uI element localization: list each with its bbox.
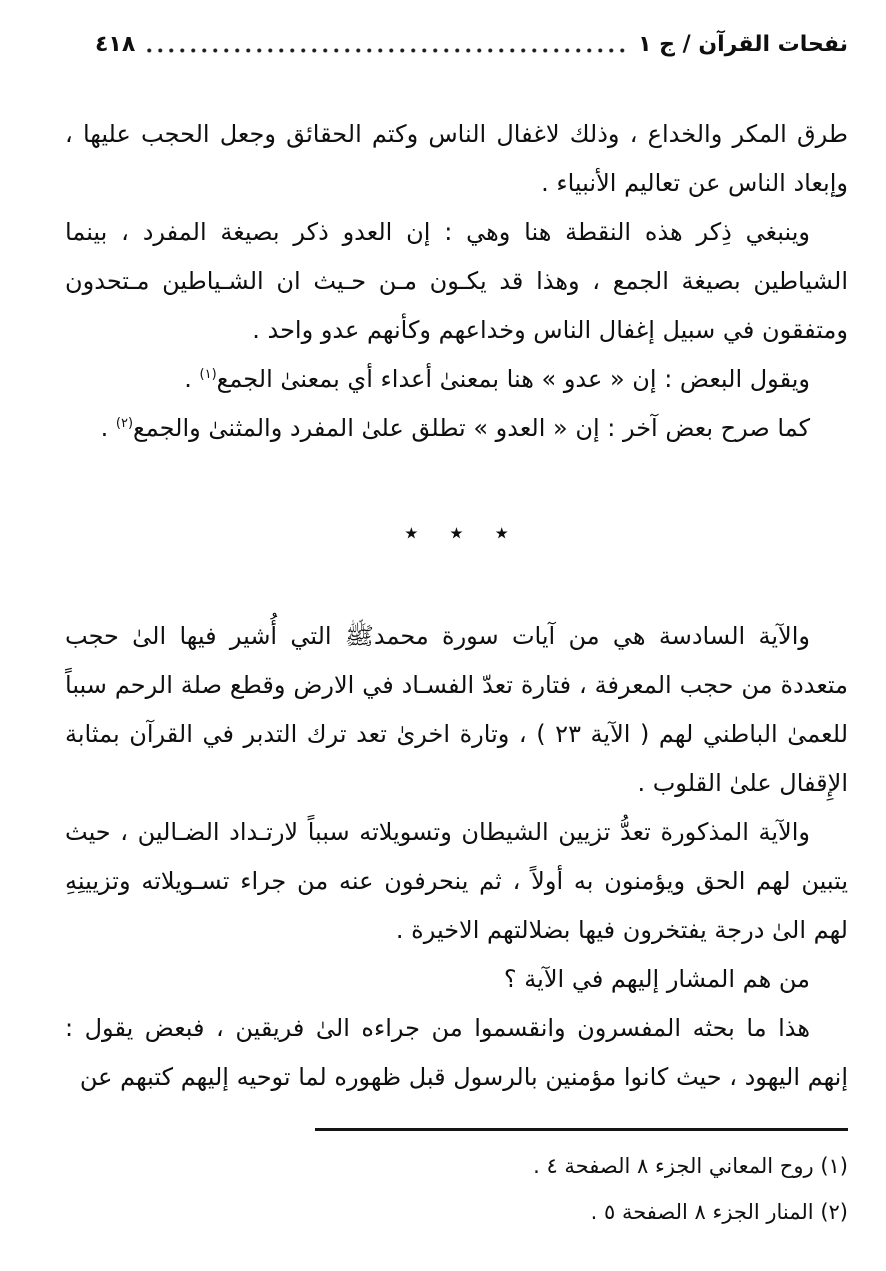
page-header <box>0 0 886 60</box>
book-title: نفحات القرآن / ج ١ <box>638 32 848 57</box>
section-separator-ornament: ٭ ٭ ٭ <box>404 518 509 548</box>
paragraph: هذا ما بحثه المفسرون وانقسموا من جراءه الىٰ فريقين ، فبعض يقول : إنهم اليهود ، حيث كانوا مؤمنين بالرسول قبل ظهوره لما توحيه إليهم كتبهم عن <box>65 1014 848 1091</box>
footnote-number: (١) <box>813 1154 848 1178</box>
footnote <box>65 1143 848 1189</box>
footnote-text: روح المعاني الجزء ٨ الصفحة ٤ . <box>533 1154 814 1178</box>
footnote-number: (٢) <box>813 1200 848 1224</box>
paragraph: والآية المذكورة تعدُّ تزيين الشيطان وتسويلاته سبباً لارتـداد الضـالين ، حيث يتبين لهم الحق ويؤمنون به أولاً ، ثم ينحرفون عنه من جراء تسـويلاته وتزيينِهِ لهم الىٰ درجة يفتخرون فيها بضلالتهم الاخيرة . <box>65 818 848 944</box>
footnote-separator-rule <box>315 1128 848 1131</box>
footnote-list <box>65 1143 848 1235</box>
page-number: ٤١٨ <box>95 32 136 57</box>
footnote-text: المنار الجزء ٨ الصفحة ٥ . <box>590 1200 814 1224</box>
footnotes-section <box>65 1128 848 1235</box>
footnote-marker: (١) <box>199 367 217 382</box>
dotted-leader <box>145 48 628 53</box>
paragraph: والآية السادسة هي من آيات سورة محمدﷺ التي أُشير فيها الىٰ حجب متعددة من حجب المعرفة ، فتارة تعدّ الفسـاد في الارض وقطع صلة الرحم سبباً للعمىٰ الباطني لهم ( الآية ٢٣ ) ، وتارة اخرىٰ تعد ترك التدبر في القرآن بمثابة الإِقفال علىٰ القلوب . <box>65 622 849 797</box>
footnote <box>65 1189 848 1235</box>
footnote-marker: (٢) <box>115 416 134 431</box>
paragraph: وينبغي ذِكر هذه النقطة هنا وهي : إن العدو ذكر بصيغة المفرد ، بينما الشياطين بصيغة الجمع ، وهذا قد يكـون مـن حـيث ان الشـياطين مـتحدون ومتفقون في سبيل إغفال الناس وخداعهم وكأنهم عدو واحد . <box>65 218 848 344</box>
paragraph: كما صرح بعض آخر : إن « العدو » تطلق علىٰ المفرد والمثنىٰ والجمع$^{(٢)}$ . <box>100 414 810 442</box>
paragraph: من هم المشار إليهم في الآية ؟ <box>503 965 810 993</box>
paragraph: طرق المكر والخداع ، وذلك لاغفال الناس وكتم الحقائق وجعل الحجب عليها ، وإبعاد الناس عن تعاليم الأنبياء . <box>65 120 848 197</box>
paragraph: ويقول البعض : إن « عدو » هنا بمعنىٰ أعداء أي بمعنىٰ الجمع$^{(١)}$ . <box>184 365 810 393</box>
page-body <box>0 60 886 1102</box>
